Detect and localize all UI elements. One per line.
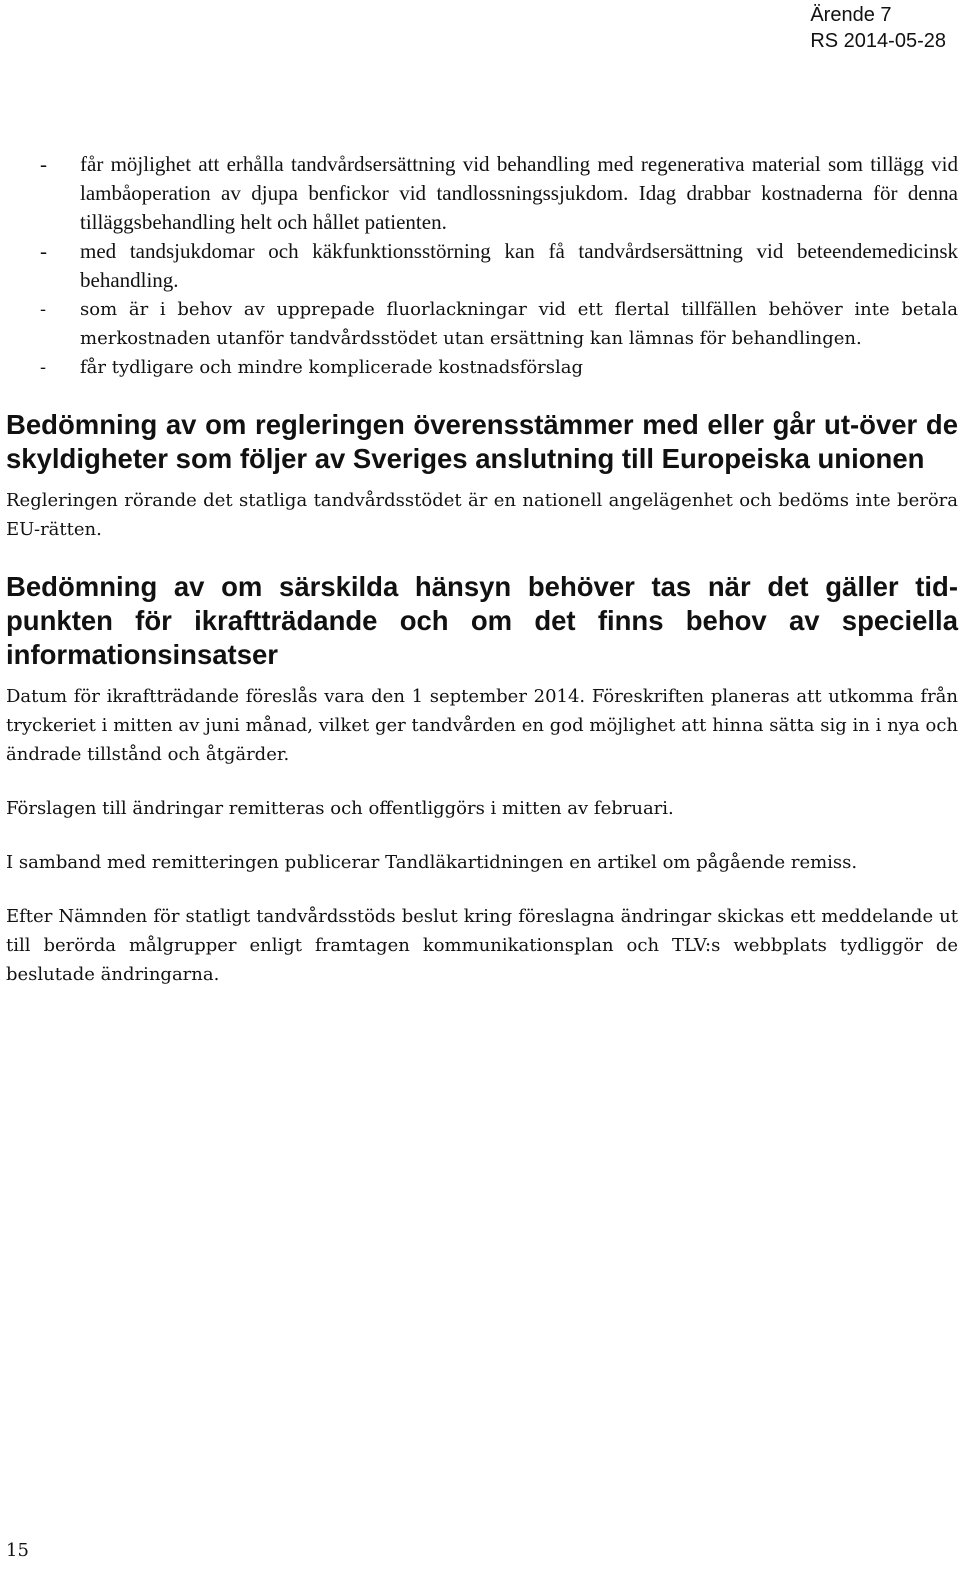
list-item-text: får möjlighet att erhålla tandvårdsersättning vid behandling med regenerativa material som tillägg vid lambåoperation av djupa benfickor vid tandlossningssjukdom. Idag drabbar kostnaderna för denna tilläggsbehandling helt och hållet patienten. [80, 152, 958, 234]
paragraph: Efter Nämnden för statligt tandvårdsstöds beslut kring föreslagna ändringar skickas ett meddelande ut till berörda målgrupper enligt framtagen kommunikationsplan och TLV:s webbplats tydliggör de beslutade ändringarna. [6, 906, 958, 985]
list-dash: - [40, 239, 47, 263]
document-header [810, 2, 946, 54]
list-item [6, 353, 958, 382]
case-number: Ärende 7 [810, 4, 892, 26]
list-item [6, 237, 958, 295]
list-dash: - [40, 152, 47, 176]
list-dash: - [40, 357, 47, 378]
list-dash: - [40, 299, 47, 320]
document-body [6, 150, 958, 989]
list-item-text: får tydligare och mindre komplicerade kostnadsförslag [80, 357, 584, 378]
list-item-text: med tandsjukdomar och käkfunktionsstörning kan få tandvårdsersättning vid beteendemedicinsk behandling. [80, 239, 958, 292]
list-item [6, 150, 958, 237]
list-item-text: som är i behov av upprepade fluorlackningar vid ett flertal tillfällen behöver inte betala merkostnaden utanför tandvårdsstödet utan ersättning kan lämnas för behandlingen. [80, 299, 958, 349]
section-heading-timing: Bedömning av om särskilda hänsyn behöver tas när det gäller tid-punkten för ikraftträdande och om det finns behov av speciella informationsinsatser [6, 571, 958, 670]
document-date: RS 2014-05-28 [810, 30, 946, 52]
section-text-eu: Regleringen rörande det statliga tandvårdsstödet är en nationell angelägenhet och bedöms inte beröra EU-rätten. [6, 490, 958, 540]
list-item [6, 295, 958, 353]
paragraph: I samband med remitteringen publicerar Tandläkartidningen en artikel om pågående remiss. [6, 852, 858, 873]
page-number: 15 [6, 1540, 29, 1561]
section-heading-eu: Bedömning av om regleringen överensstämmer med eller går ut-över de skyldigheter som följer av Sveriges anslutning till Europeiska unionen [6, 409, 958, 474]
paragraph: Förslagen till ändringar remitteras och offentliggörs i mitten av februari. [6, 798, 674, 819]
bullet-list [6, 150, 958, 382]
paragraph: Datum för ikraftträdande föreslås vara den 1 september 2014. Föreskriften planeras att utkomma från tryckeriet i mitten av juni månad, vilket ger tandvården en god möjlighet att hinna sätta sig in i nya och ändrade tillstånd och åtgärder. [6, 686, 958, 765]
